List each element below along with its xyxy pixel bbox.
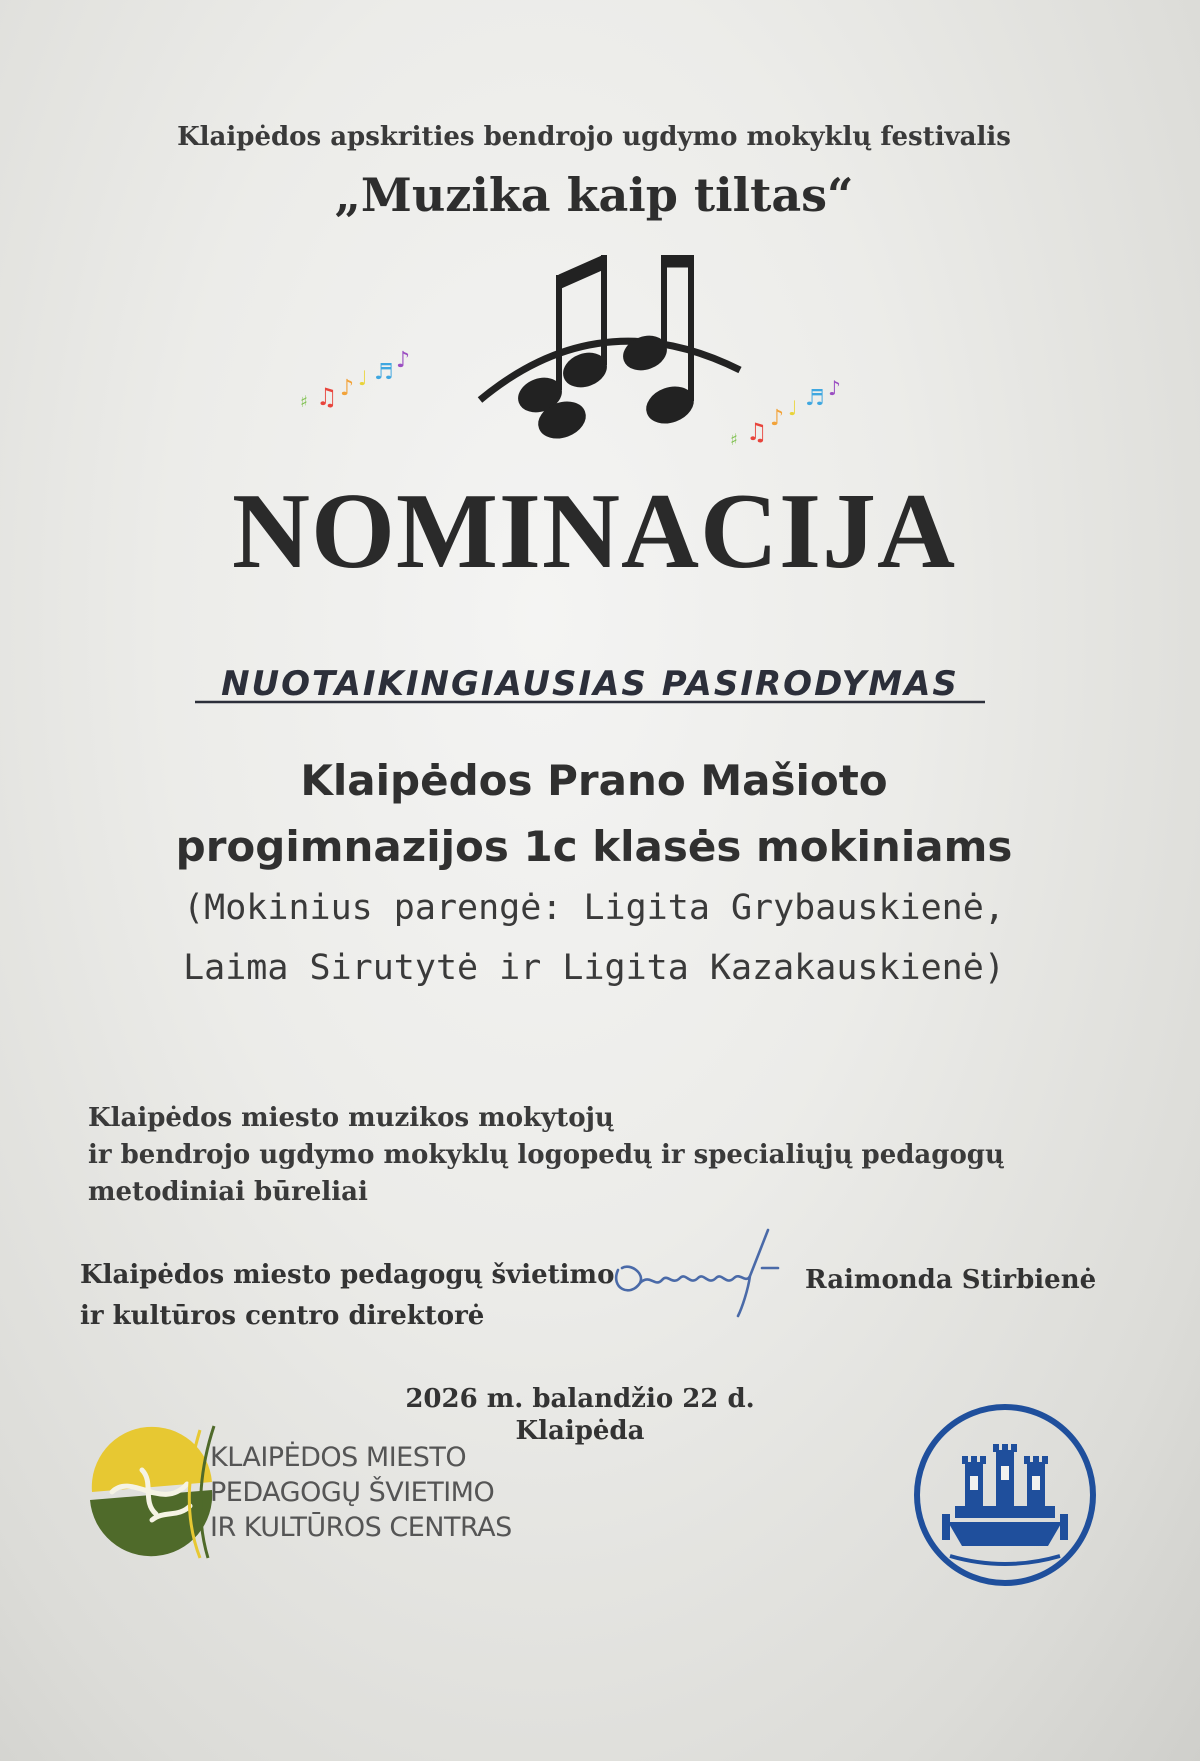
svg-text:♬: ♬ [374, 360, 394, 385]
svg-text:♪: ♪ [828, 376, 841, 400]
prepared-by-line-1: (Mokinius parengė: Ligita Grybauskienė, [183, 888, 1005, 928]
signatory-title-line-2: ir kultūros centro direktorė [80, 1301, 485, 1331]
certificate-title: NOMINACIJA [232, 472, 956, 591]
svg-text:♪: ♪ [770, 406, 785, 431]
handwritten-underline [195, 700, 985, 704]
svg-text:♫: ♫ [746, 418, 768, 446]
center-name-line-3: IR KULTŪROS CENTRAS [210, 1512, 512, 1543]
svg-text:♫: ♫ [316, 383, 338, 411]
festival-header: Klaipėdos apskrities bendrojo ugdymo mokyklų festivalis [177, 122, 1011, 152]
organizers-line-2: ir bendrojo ugdymo mokyklų logopedų ir specialiųjų pedagogų [88, 1140, 1004, 1170]
issue-date: 2026 m. balandžio 22 d. [405, 1384, 755, 1414]
organizers-line-1: Klaipėdos miesto muzikos mokytojų [88, 1103, 614, 1133]
svg-text:♯: ♯ [730, 430, 738, 449]
svg-text:♪: ♪ [340, 376, 355, 401]
svg-text:♯: ♯ [300, 392, 308, 411]
svg-text:♪: ♪ [396, 348, 411, 373]
signatory-name: Raimonda Stirbienė [805, 1265, 1097, 1295]
festival-name: „Muzika kaip tiltas“ [334, 168, 854, 222]
colorful-notes-right-icon [730, 376, 841, 449]
colorful-notes-left-icon [300, 348, 410, 411]
recipient-line-1: Klaipėdos Prano Mašioto [300, 756, 888, 805]
recipient-line-2: progimnazijos 1c klasės mokiniams [175, 822, 1013, 871]
svg-text:♩: ♩ [358, 366, 368, 390]
center-logo-icon [82, 1422, 222, 1562]
prepared-by-line-2: Laima Sirutytė ir Ligita Kazakauskienė) [183, 948, 1005, 988]
klaipeda-crest-icon [910, 1400, 1100, 1590]
organizers-line-3: metodiniai būreliai [88, 1177, 368, 1207]
svg-text:♩: ♩ [788, 396, 798, 420]
organizers-block [88, 1100, 1088, 1211]
handwritten-signature [600, 1228, 800, 1318]
handwritten-nomination: NUOTAIKINGIAUSIAS PASIRODYMAS [221, 664, 959, 704]
center-name [210, 1440, 512, 1545]
issue-place: Klaipėda [515, 1416, 645, 1446]
music-notes-bridge-icon [300, 255, 900, 470]
center-name-line-1: KLAIPĖDOS MIESTO [210, 1442, 467, 1473]
signatory-title-line-1: Klaipėdos miesto pedagogų švietimo [80, 1260, 615, 1290]
center-name-line-2: PEDAGOGŲ ŠVIETIMO [210, 1477, 495, 1508]
signatory-title [80, 1255, 640, 1337]
svg-text:♬: ♬ [805, 386, 825, 411]
